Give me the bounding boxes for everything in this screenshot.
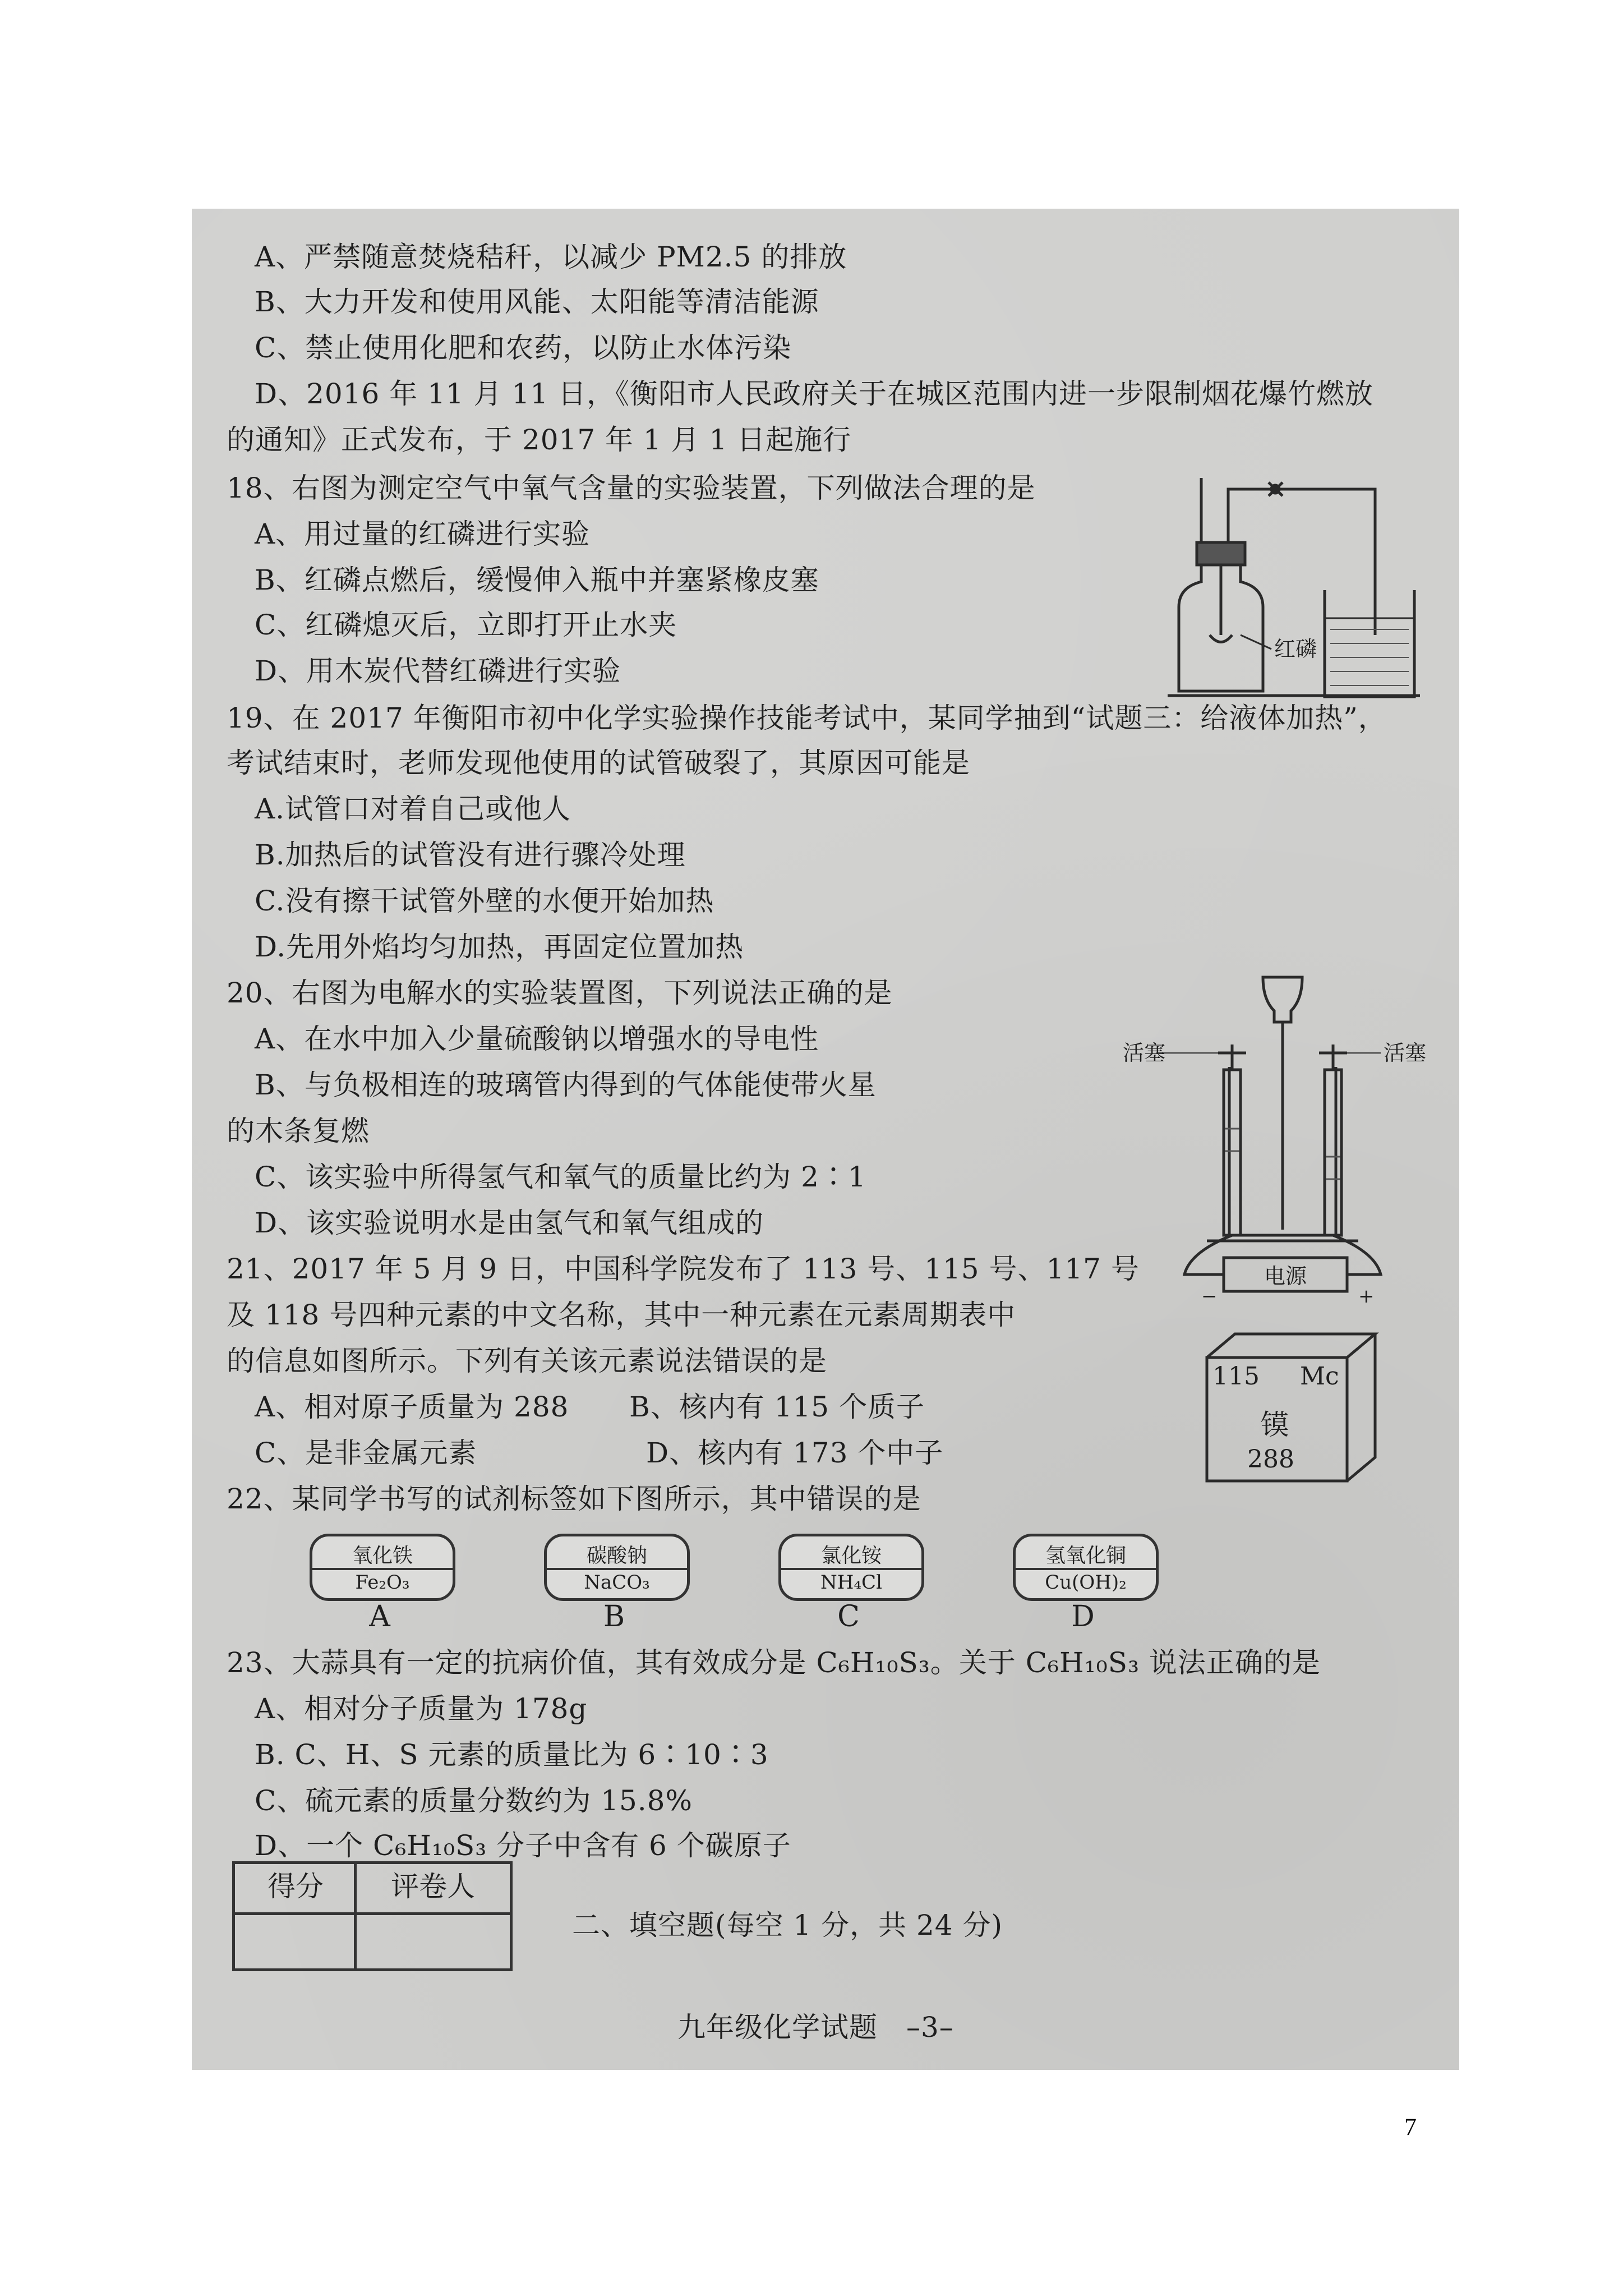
water-electrolysis-figure (1123, 960, 1459, 1308)
reagent-letter-a: A (369, 1600, 390, 1634)
element-atomic-mass: 288 (1247, 1445, 1294, 1474)
q20-option-b: B、与负极相连的玻璃管内得到的气体能使带火星 (255, 1069, 877, 1101)
grader-header: 评卷人 (391, 1870, 475, 1903)
reagent-letter-c: C (837, 1600, 860, 1634)
reagent-label-a-name: 氧化铁 (352, 1544, 413, 1567)
q18-option-b: B、红磷点燃后，缓慢伸入瓶中并塞紧橡皮塞 (255, 564, 819, 596)
q19-option-c: C.没有擦干试管外壁的水便开始加热 (255, 885, 714, 917)
q17-option-d: D、2016 年 11 月 11 日，《衡阳市人民政府关于在城区范围内进一步限制烟花爆竹燃放 (255, 378, 1374, 410)
q21-option-b: B、核内有 115 个质子 (629, 1391, 925, 1423)
q19-option-d: D.先用外焰均匀加热，再固定位置加热 (255, 931, 744, 963)
section-2-title: 二、填空题(每空 1 分，共 24 分) (572, 1909, 1003, 1941)
element-atomic-number: 115 (1212, 1362, 1260, 1391)
q20-option-d: D、该实验说明水是由氢气和氧气组成的 (255, 1207, 764, 1239)
page-number: 7 (1404, 2113, 1417, 2141)
q21-option-a: A、相对原子质量为 288 (255, 1391, 569, 1423)
q21-option-d: D、核内有 173 个中子 (646, 1437, 944, 1469)
q23-option-b: B. C、H、S 元素的质量比为 6∶10∶3 (255, 1738, 769, 1771)
q19-stem-line2: 考试结束时，老师发现他使用的试管破裂了，其原因可能是 (227, 747, 970, 779)
reagent-label-c (778, 1534, 924, 1601)
scanned-exam-page (192, 209, 1459, 2070)
q18-option-d: D、用木炭代替红磷进行实验 (255, 655, 621, 687)
q17-option-c: C、禁止使用化肥和农药，以防止水体污染 (255, 332, 792, 364)
q21-stem-line3: 的信息如图所示。下列有关该元素说法错误的是 (227, 1345, 827, 1377)
q21-stem-line2: 及 118 号四种元素的中文名称，其中一种元素在元素周期表中 (227, 1299, 1016, 1331)
reagent-label-a (310, 1534, 455, 1601)
q17-option-b: B、大力开发和使用风能、太阳能等清洁能源 (255, 286, 819, 318)
score-table (232, 1861, 513, 1971)
element-symbol: Mc (1300, 1362, 1339, 1391)
reagent-letter-d: D (1071, 1600, 1095, 1634)
q18-option-a: A、用过量的红磷进行实验 (255, 518, 591, 550)
q20-option-a: A、在水中加入少量硫酸钠以增强水的导电性 (255, 1023, 819, 1055)
red-phosphorus-label: 红磷 (1274, 637, 1317, 661)
q20-stem: 20、右图为电解水的实验装置图，下列说法正确的是 (227, 977, 893, 1009)
power-source-label: 电源 (1264, 1264, 1307, 1289)
page-footer: 九年级化学试题 –3– (677, 2011, 954, 2044)
q17-option-d-cont: 的通知》正式发布，于 2017 年 1 月 1 日起施行 (227, 424, 852, 456)
oxygen-content-apparatus-figure (1156, 467, 1420, 714)
reagent-letter-b: B (603, 1600, 625, 1634)
q19-stem-line1: 19、在 2017 年衡阳市初中化学实验操作技能考试中，某同学抽到“试题三：给液体加热”， (227, 702, 1387, 734)
stopcock-left-label: 活塞 (1123, 1041, 1166, 1065)
q23-stem: 23、大蒜具有一定的抗病价值，其有效成分是 C₆H₁₀S₃。关于 C₆H₁₀S₃ 说法正确的是 (227, 1646, 1321, 1679)
reagent-label-b-name: 碳酸钠 (586, 1544, 647, 1567)
q18-stem: 18、右图为测定空气中氧气含量的实验装置，下列做法合理的是 (227, 472, 1036, 504)
score-header: 得分 (268, 1870, 324, 1903)
q20-option-c: C、该实验中所得氢气和氧气的质量比约为 2∶1 (255, 1161, 866, 1193)
element-name: 镆 (1261, 1409, 1289, 1441)
q19-option-b: B.加热后的试管没有进行骤冷处理 (255, 839, 686, 871)
q18-option-c: C、红磷熄灭后，立即打开止水夹 (255, 609, 677, 641)
q17-option-a: A、严禁随意焚烧秸秆，以减少 PM2.5 的排放 (255, 241, 847, 273)
q23-option-a: A、相对分子质量为 178g (255, 1692, 588, 1725)
reagent-label-d-name: 氢氧化铜 (1045, 1544, 1126, 1567)
reagent-label-a-formula: Fe₂O₃ (355, 1571, 410, 1594)
reagent-label-b-formula: NaCO₃ (584, 1571, 650, 1594)
negative-terminal: − (1201, 1285, 1218, 1308)
reagent-label-d-formula: Cu(OH)₂ (1045, 1571, 1127, 1594)
reagent-label-c-name: 氯化铵 (820, 1544, 882, 1567)
reagent-label-b (544, 1534, 690, 1601)
positive-terminal: + (1358, 1285, 1375, 1308)
element-info-cube (1201, 1329, 1381, 1487)
reagent-label-c-formula: NH₄Cl (820, 1571, 882, 1594)
q19-option-a: A.试管口对着自己或他人 (255, 793, 571, 825)
q23-option-c: C、硫元素的质量分数约为 15.8% (255, 1784, 693, 1817)
reagent-label-d (1013, 1534, 1159, 1601)
q22-stem: 22、某同学书写的试剂标签如下图所示，其中错误的是 (227, 1483, 921, 1515)
stopcock-right-label: 活塞 (1384, 1041, 1427, 1065)
q23-option-d: D、一个 C₆H₁₀S₃ 分子中含有 6 个碳原子 (255, 1829, 791, 1862)
q20-option-b-cont: 的木条复燃 (227, 1115, 370, 1147)
q21-stem-line1: 21、2017 年 5 月 9 日，中国科学院发布了 113 号、115 号、117 号 (227, 1253, 1140, 1285)
q21-option-c: C、是非金属元素 (255, 1437, 477, 1469)
